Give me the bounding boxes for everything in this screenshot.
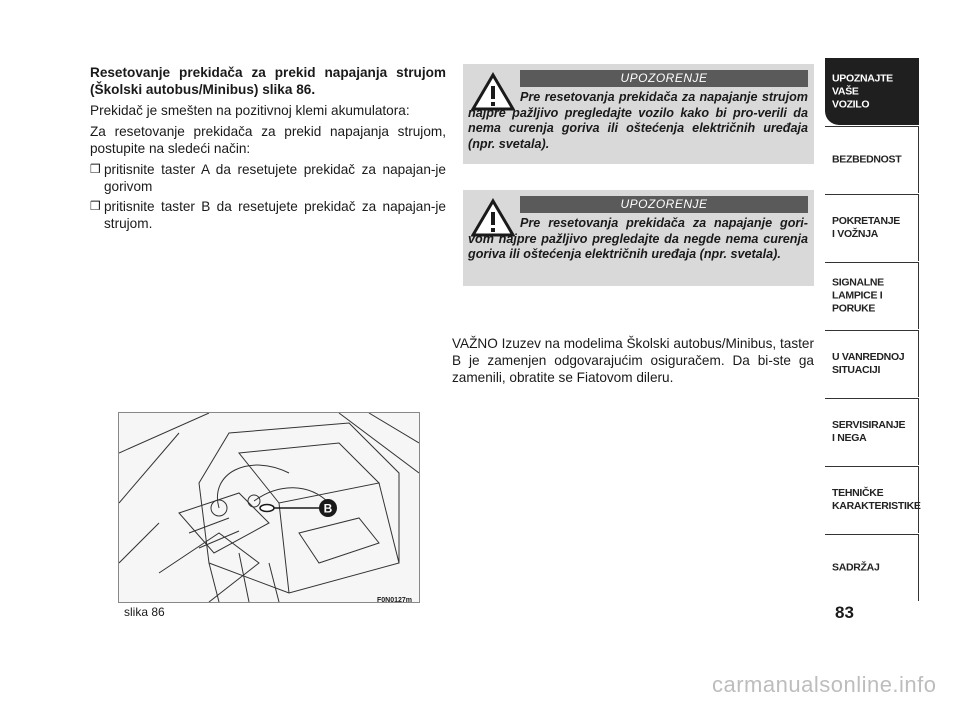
chapter-sidebar (825, 58, 919, 602)
tab-u-vanrednoj-situaciji[interactable] (825, 330, 919, 397)
tab-pokretanje-i-voznja[interactable] (825, 194, 919, 261)
tab-label: SERVISIRANJE I NEGA (832, 419, 906, 444)
checkbox-bullet-icon: ❒ (90, 199, 101, 213)
warning-title: UPOZORENJE (520, 196, 808, 213)
warning-box (463, 190, 814, 286)
tab-label: SIGNALNE LAMPICE I PORUKE (832, 276, 884, 315)
checkbox-bullet-icon: ❒ (90, 162, 101, 176)
warning-title: UPOZORENJE (520, 70, 808, 87)
tab-signalne-lampice[interactable] (825, 262, 919, 329)
tab-servisiranje-i-nega[interactable] (825, 398, 919, 465)
important-note: VAŽNO Izuzev na modelima Školski autobus/Minibus, taster B je zamenjen odgovarajućim osiguračem. Da bi-ste ga zamenili, obratite se Fiatovom dileru. (452, 336, 814, 385)
tab-label: UPOZNAJTE VAŠE VOZILO (832, 72, 893, 111)
figure-code: F0N0127m (377, 597, 413, 604)
list-item-text: pritisnite taster B da resetujete prekidač za napajan-je strujom. (104, 199, 446, 231)
paragraph-location: Prekidač je smešten na pozitivnoj klemi akumulatora: (90, 103, 410, 118)
section-heading: Resetovanje prekidača za prekid napajanja strujom (Školski autobus/Minibus) slika 86. (90, 65, 446, 97)
tab-tehnicke-karakteristike[interactable] (825, 466, 919, 533)
tab-label: BEZBEDNOST (832, 153, 902, 166)
callout-label: B (323, 501, 333, 516)
battery-drawing (119, 413, 419, 602)
tab-sadrzaj[interactable] (825, 534, 919, 601)
tab-label: SADRŽAJ (832, 561, 880, 574)
tab-bezbednost[interactable] (825, 126, 919, 193)
body-text-column (90, 64, 446, 235)
list-item (90, 198, 446, 232)
warning-text: Pre resetovanja prekidača za napajanje strujom najpre pažljivo pregledajte vozilo kako bi pro-verili da nema curenja goriva ili oštećenja električnih uređaja (npr. svetala). (468, 90, 808, 151)
page-number: 83 (835, 603, 854, 622)
figure-caption: slika 86 (124, 605, 165, 619)
watermark: carmanualsonline.info (712, 672, 937, 697)
tab-label: U VANREDNOJ SITUACIJI (832, 351, 905, 376)
list-item-text: pritisnite taster A da resetujete prekidač za napajan-je gorivom (104, 162, 446, 194)
battery-terminal-illustration (118, 412, 420, 603)
warning-text: Pre resetovanja prekidača za napajanje gori-vom najpre pažljivo pregledajte da negde nema curenja goriva ili oštećenja električnih uređaja (npr. svetala). (468, 216, 808, 261)
tab-label: TEHNIČKE KARAKTERISTIKE (832, 487, 921, 512)
list-item (90, 161, 446, 195)
paragraph-procedure: Za resetovanje prekidača za prekid napajanja strujom, postupite na sledeći način: (90, 124, 446, 156)
warning-box (463, 64, 814, 164)
tab-upoznajte-vase-vozilo[interactable] (825, 58, 919, 125)
tab-label: POKRETANJE I VOŽNJA (832, 215, 900, 240)
